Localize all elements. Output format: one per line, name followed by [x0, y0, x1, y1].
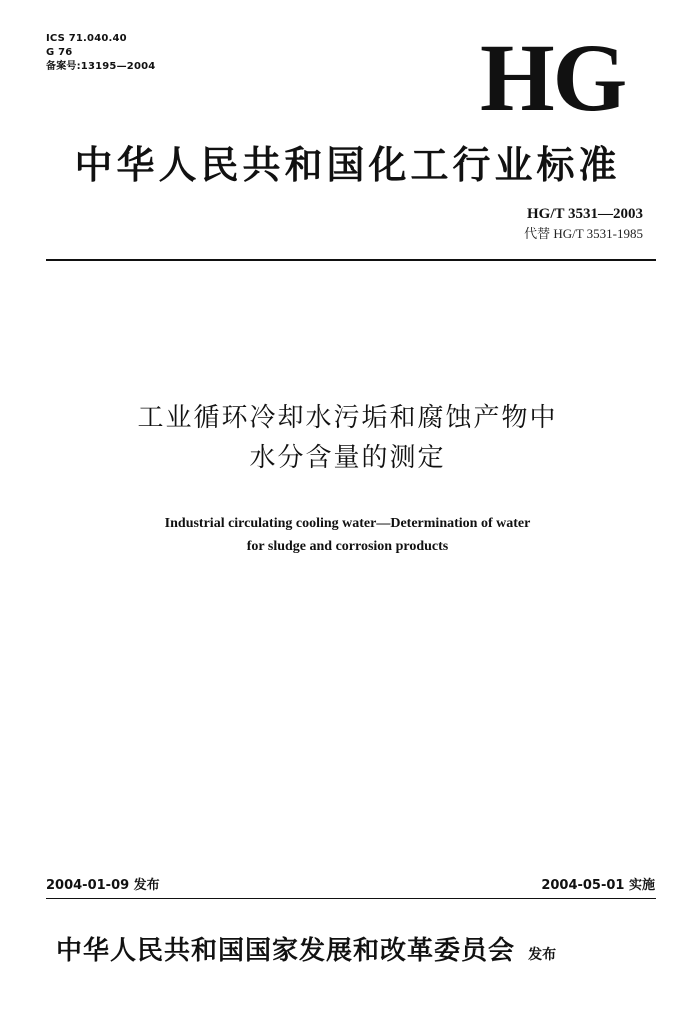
ics-code: ICS 71.040.40 — [46, 33, 127, 44]
title-cn-line-2: 水分含量的测定 — [249, 443, 446, 473]
issuer-organization: 中华人民共和国国家发展和改革委员会 — [56, 936, 516, 966]
issuer-action: 发布 — [528, 947, 557, 963]
hg-logo: HG — [480, 24, 626, 131]
document-title-english — [0, 512, 695, 558]
issue-date: 2004-01-09 发布 — [46, 878, 160, 893]
title-en-line-2: for sludge and corrosion products — [246, 539, 449, 554]
title-cn-line-1: 工业循环冷却水污垢和腐蚀产物中 — [137, 403, 558, 433]
standard-number-block — [524, 204, 643, 244]
record-number: 备案号:13195—2004 — [46, 61, 156, 72]
replaced-standard: 代替 HG/T 3531-1985 — [524, 226, 643, 241]
standard-code: HG/T 3531—2003 — [527, 206, 643, 222]
standard-category-title: 中华人民共和国化工行业标准 — [74, 143, 621, 187]
footer-divider — [46, 898, 656, 899]
header-divider — [46, 259, 656, 261]
document-meta — [46, 32, 155, 74]
document-title-chinese — [0, 398, 695, 478]
classification-code: G 76 — [46, 47, 73, 58]
title-en-line-1: Industrial circulating cooling water—Determination of water — [164, 516, 531, 531]
issuing-authority — [56, 930, 556, 967]
effective-date: 2004-05-01 实施 — [541, 878, 655, 893]
